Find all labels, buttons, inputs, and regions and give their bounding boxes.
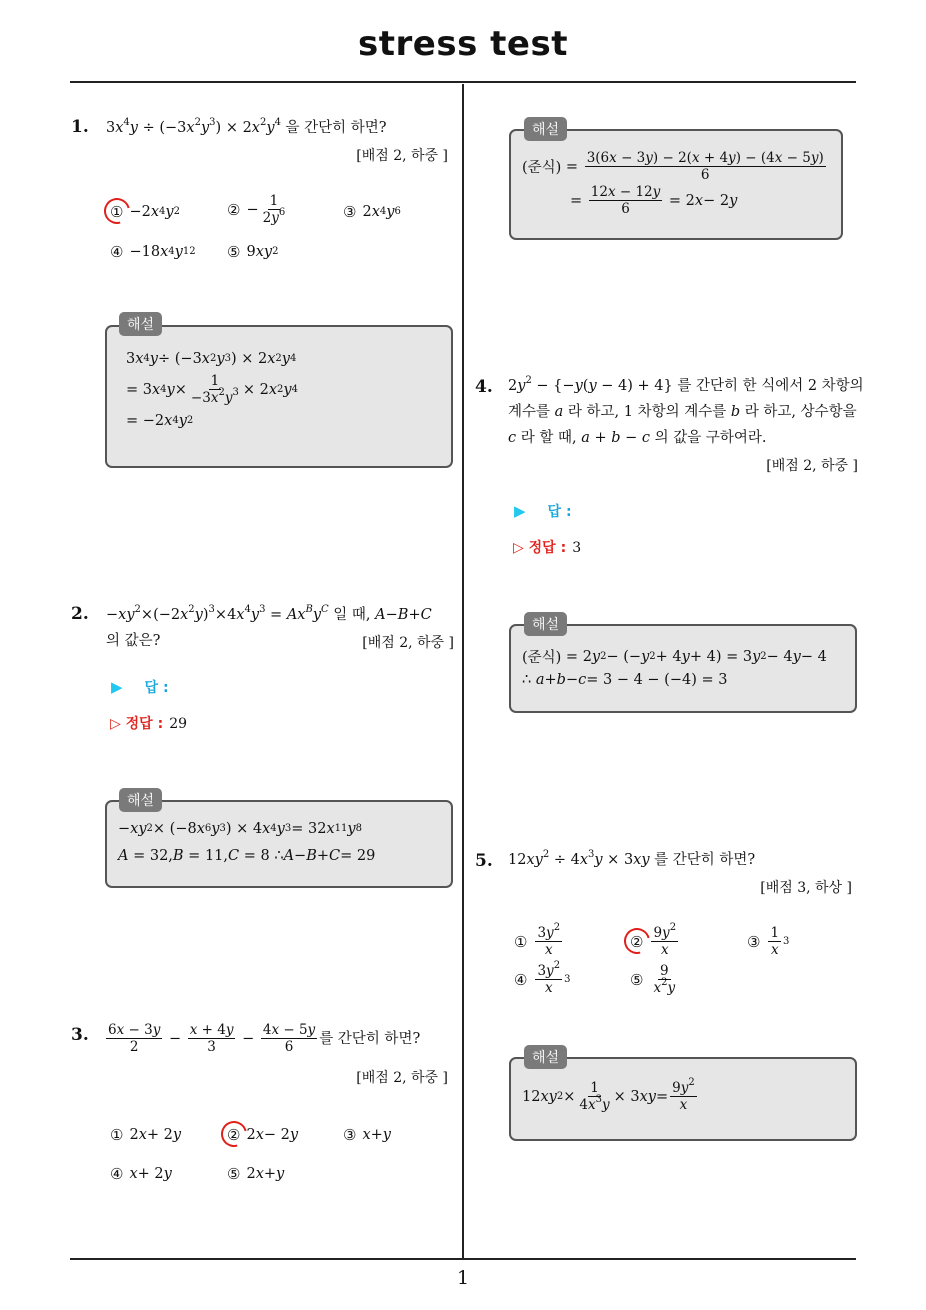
- q3-solution-line-1: (준식) = $\frac{3(6x - 3y) - 2(x + 4y) - (4x - 5y)}{6}$: [522, 150, 824, 183]
- q5-choice-2[interactable]: ② $\frac{9y^2}{x}$: [630, 925, 680, 958]
- q5-choice-5-number: ⑤: [630, 970, 644, 989]
- q1-choice-2-number: ②: [227, 200, 241, 219]
- q4-line-3b: 의 값을 구하여라.: [650, 430, 767, 446]
- q1-choice-4[interactable]: ④ −18 x 4 y 12: [110, 243, 196, 261]
- q4-solution-line-2: ∴ a + b − c = 3 − 4 − (−4) = 3: [522, 672, 728, 688]
- q4-line-3a: 라 할 때,: [516, 430, 582, 446]
- q5-choice-2-number: ②: [630, 933, 643, 951]
- q1-choice-2[interactable]: ② − $\frac{1}{2y^6}$: [227, 193, 286, 226]
- q1-meta: [배점 2, 하중 ]: [356, 148, 448, 164]
- q4-meta: [배점 2, 하중 ]: [766, 458, 858, 474]
- q2-solution-label: 해설: [119, 788, 162, 812]
- q2-correct-answer: [110, 713, 187, 733]
- q5-number: 5.: [475, 851, 493, 871]
- q3-choice-4[interactable]: ④ x + 2 y: [110, 1165, 172, 1183]
- q3-number: 3.: [71, 1025, 89, 1045]
- q2-solution-line-1: − x y 2 × (−8 x 6 y 3 ) × 4 x 4 y 3 = 32 x 11 y 8: [118, 821, 362, 837]
- q1-solution-label: 해설: [119, 312, 162, 336]
- q4-solution-prefix: (준식): [522, 650, 562, 666]
- q4-correct-value: 3: [572, 540, 582, 556]
- q5-text: $12xy^2 \div 4x^3y \times 3xy$ 를 간단히 하면?: [508, 849, 756, 868]
- correct-triangle-icon: ▷: [110, 716, 121, 732]
- q5-choice-1[interactable]: ① $\frac{3y^2}{x}$: [514, 922, 561, 958]
- q4-answer-field[interactable]: [514, 501, 572, 521]
- q3-solution-label: 해설: [524, 117, 567, 141]
- q2-correct-label: 정답 :: [125, 716, 164, 732]
- q3-choice-3-number: ③: [343, 1126, 357, 1144]
- q5-solution-line-1: 12 x y 2 × $\frac{1}{4x^3y}$ × 3 x y = $\frac{9y^2}{x}$: [522, 1077, 695, 1113]
- q3-choice-5-number: ⑤: [227, 1165, 241, 1183]
- page-number: 1: [456, 1267, 470, 1289]
- q3-meta: [배점 2, 하중 ]: [356, 1070, 448, 1086]
- q4-solution-label: 해설: [524, 612, 567, 636]
- q1-solution-line-1: 3 x 4 y ÷ (−3 x 2 y 3 ) × 2 x 2 y 4: [126, 351, 297, 367]
- q5-choice-3[interactable]: ③ $\frac{1}{x}$ 3: [747, 925, 790, 958]
- q4-number: 4.: [475, 377, 493, 397]
- q3-choice-2[interactable]: ② 2 x − 2 y: [227, 1126, 298, 1144]
- q4-line-2a: 계수를: [508, 404, 555, 420]
- answer-triangle-icon: ▶: [514, 502, 526, 520]
- q3-solution-line-2: = $\frac{12x - 12y}{6}$ = 2 x − 2 y: [570, 184, 738, 217]
- q3-solution-prefix: (준식): [522, 160, 562, 176]
- q2-solution-line-2: A = 32, B = 11, C = 8 ∴ A − B + C = 29: [118, 848, 376, 864]
- q3-choice-1[interactable]: ① 2 x + 2 y: [110, 1126, 182, 1144]
- q4-text: $2y^2 - \{-y(y - 4) + 4\}$ 를 간단히 한 식에서 2 차항의 계수를 a 라 하고, 1 차항의 계수를 b 라 하고, 상수항을 c 라 할 때, a + b − c 의 값을 구하여라.: [508, 375, 864, 446]
- q1-choice-3[interactable]: ③ 2 x 4 y 6: [343, 203, 401, 221]
- q2-number: 2.: [71, 604, 89, 624]
- q2-solution-box: [105, 800, 453, 888]
- q2-correct-value: 29: [169, 716, 188, 732]
- q5-suffix: 를 간단히 하면?: [649, 852, 756, 868]
- q5-meta: [배점 3, 하상 ]: [760, 880, 852, 896]
- q4-correct-answer: [513, 537, 581, 557]
- q1-solution-line-3: = −2 x 4 y 2: [126, 413, 194, 429]
- answer-triangle-icon: ▶: [111, 678, 123, 696]
- column-divider: [462, 84, 464, 1258]
- q5-solution-label: 해설: [524, 1045, 567, 1069]
- q1-choice-3-number: ③: [343, 203, 357, 221]
- q1-choice-5-number: ⑤: [227, 243, 241, 261]
- q4-solution-line-1: (준식) = 2 y 2 − (− y 2 + 4 y + 4) = 3 y 2 − 4 y − 4: [522, 646, 827, 667]
- q2-text: $-xy^2\times(-2x^2y)^3\times 4x^4y^3 = Ax^By^C$ 일 때, A−B+C 의 값은?: [106, 604, 432, 649]
- q3-text: $\frac{6x - 3y}{2}$ − $\frac{x + 4y}{3}$ − $\frac{4x - 5y}{6}$ 를 간단히 하면?: [108, 1022, 421, 1055]
- q2-text-a: 일 때,: [328, 607, 376, 623]
- q5-choice-4-number: ④: [514, 970, 528, 989]
- selected-mark-icon: [216, 1116, 252, 1152]
- q3-choice-1-number: ①: [110, 1126, 124, 1144]
- q1-suffix: 을 간단히 하면?: [280, 120, 387, 136]
- selected-mark-icon: [619, 923, 655, 959]
- q1-choice-1[interactable]: ① −2 x 4 y 2: [110, 203, 180, 221]
- q2-answer-label: 답 :: [144, 680, 169, 696]
- top-rule: [70, 81, 856, 83]
- q4-line-1: 를 간단히 한 식에서 2 차항의: [672, 378, 864, 394]
- q2-text-b: 의 값은?: [106, 633, 161, 649]
- q3-choice-4-number: ④: [110, 1165, 124, 1183]
- q1-text: $3x^4y \div (-3x^2y^3) \times 2x^2y^4$ 을 간단히 하면?: [106, 117, 387, 136]
- q1-number: 1.: [71, 117, 89, 137]
- q4-line-2b: 라 하고, 1 차항의 계수를: [563, 404, 731, 420]
- bottom-rule: [70, 1258, 856, 1260]
- q1-choice-5[interactable]: ⑤ 9 x y 2: [227, 243, 279, 261]
- q1-choice-1-number: ①: [110, 203, 123, 221]
- q3-choice-2-number: ②: [227, 1126, 240, 1144]
- selected-mark-icon: [99, 193, 135, 229]
- q5-choice-1-number: ①: [514, 932, 528, 951]
- page-title: stress test: [358, 24, 568, 64]
- q2-answer-field[interactable]: [111, 677, 169, 697]
- correct-triangle-icon: ▷: [513, 540, 524, 556]
- q3-suffix: 를 간단히 하면?: [319, 1030, 421, 1047]
- q4-solution-box: [509, 624, 857, 713]
- q4-answer-label: 답 :: [547, 504, 572, 520]
- q5-choice-4[interactable]: ④ $\frac{3y^2}{x}$ 3: [514, 960, 571, 996]
- q3-choice-5[interactable]: ⑤ 2 x + y: [227, 1165, 285, 1183]
- q3-choice-3[interactable]: ③ x + y: [343, 1126, 391, 1144]
- q1-solution-line-2: = 3 x 4 y × $\frac{1}{-3x^2y^3}$ × 2 x 2 y 4: [126, 373, 298, 406]
- q4-line-2c: 라 하고, 상수항을: [740, 404, 857, 420]
- q2-meta: [배점 2, 하중 ]: [362, 635, 454, 651]
- q5-choice-5[interactable]: ⑤ $\frac{9}{x^2y}$: [630, 963, 676, 996]
- q1-choice-4-number: ④: [110, 243, 124, 261]
- q5-choice-3-number: ③: [747, 932, 761, 951]
- q4-correct-label: 정답 :: [528, 540, 567, 556]
